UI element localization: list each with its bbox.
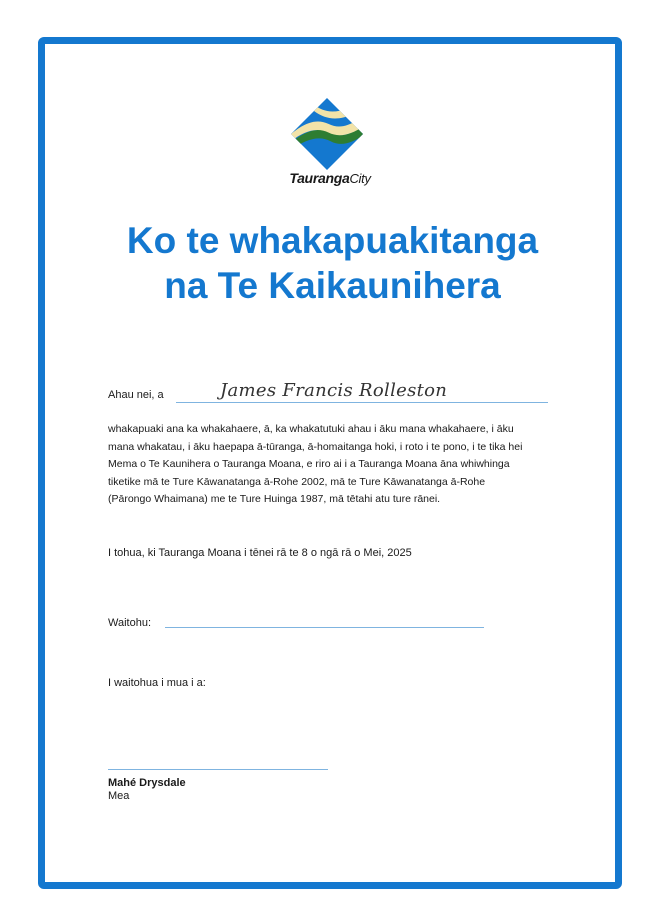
tauranga-city-logo-icon (291, 98, 363, 170)
logo-word-city: City (349, 171, 371, 186)
title-line-2: na Te Kaikaunihera (164, 265, 501, 306)
witness-label: I waitohua i mua i a: (108, 677, 206, 689)
declaration-body: whakapuaki ana ka whakahaere, ā, ka whakatutuki ahau i āku mana whakahaere, i āku mana whakatau, i āku haepapa ā-tūranga, ā-homaitanga hoki, i roto i te pono, i te tika hei Mema o Te Kaunihera o Tauranga Moana, e riro ai i a Tauranga Moana āna whiwhinga tiketike mā te Ture Kāwanatanga ā-Rohe 2002, mā te Ture Kāwanatanga ā-Rohe (Pārongo Whaimana) me te Ture Huinga 1987, mā tētahi atu ture rānei. (108, 423, 523, 505)
witness-role: Mea (108, 790, 130, 802)
signature-row (108, 617, 488, 631)
declarant-row (108, 381, 548, 405)
declarant-label: Ahau nei, a (108, 389, 164, 401)
declarant-name-line (176, 402, 548, 403)
declarant-name: James Francis Rolleston (220, 380, 448, 401)
signature-label: Waitohu: (108, 617, 152, 629)
page-title (60, 218, 605, 308)
signed-at-text: I tohua, ki Tauranga Moana i tēnei rā te 8 o ngā rā o Mei, 2025 (108, 547, 412, 559)
tauranga-city-logo (277, 98, 383, 190)
logo-word-tauranga: Tauranga (289, 170, 350, 186)
logo-wordmark (277, 170, 383, 186)
witness-name: Mahé Drysdale (108, 777, 186, 789)
witness-signature-line[interactable] (108, 769, 328, 770)
title-line-1: Ko te whakapuakitanga (126, 220, 539, 261)
signature-line[interactable] (165, 627, 484, 628)
